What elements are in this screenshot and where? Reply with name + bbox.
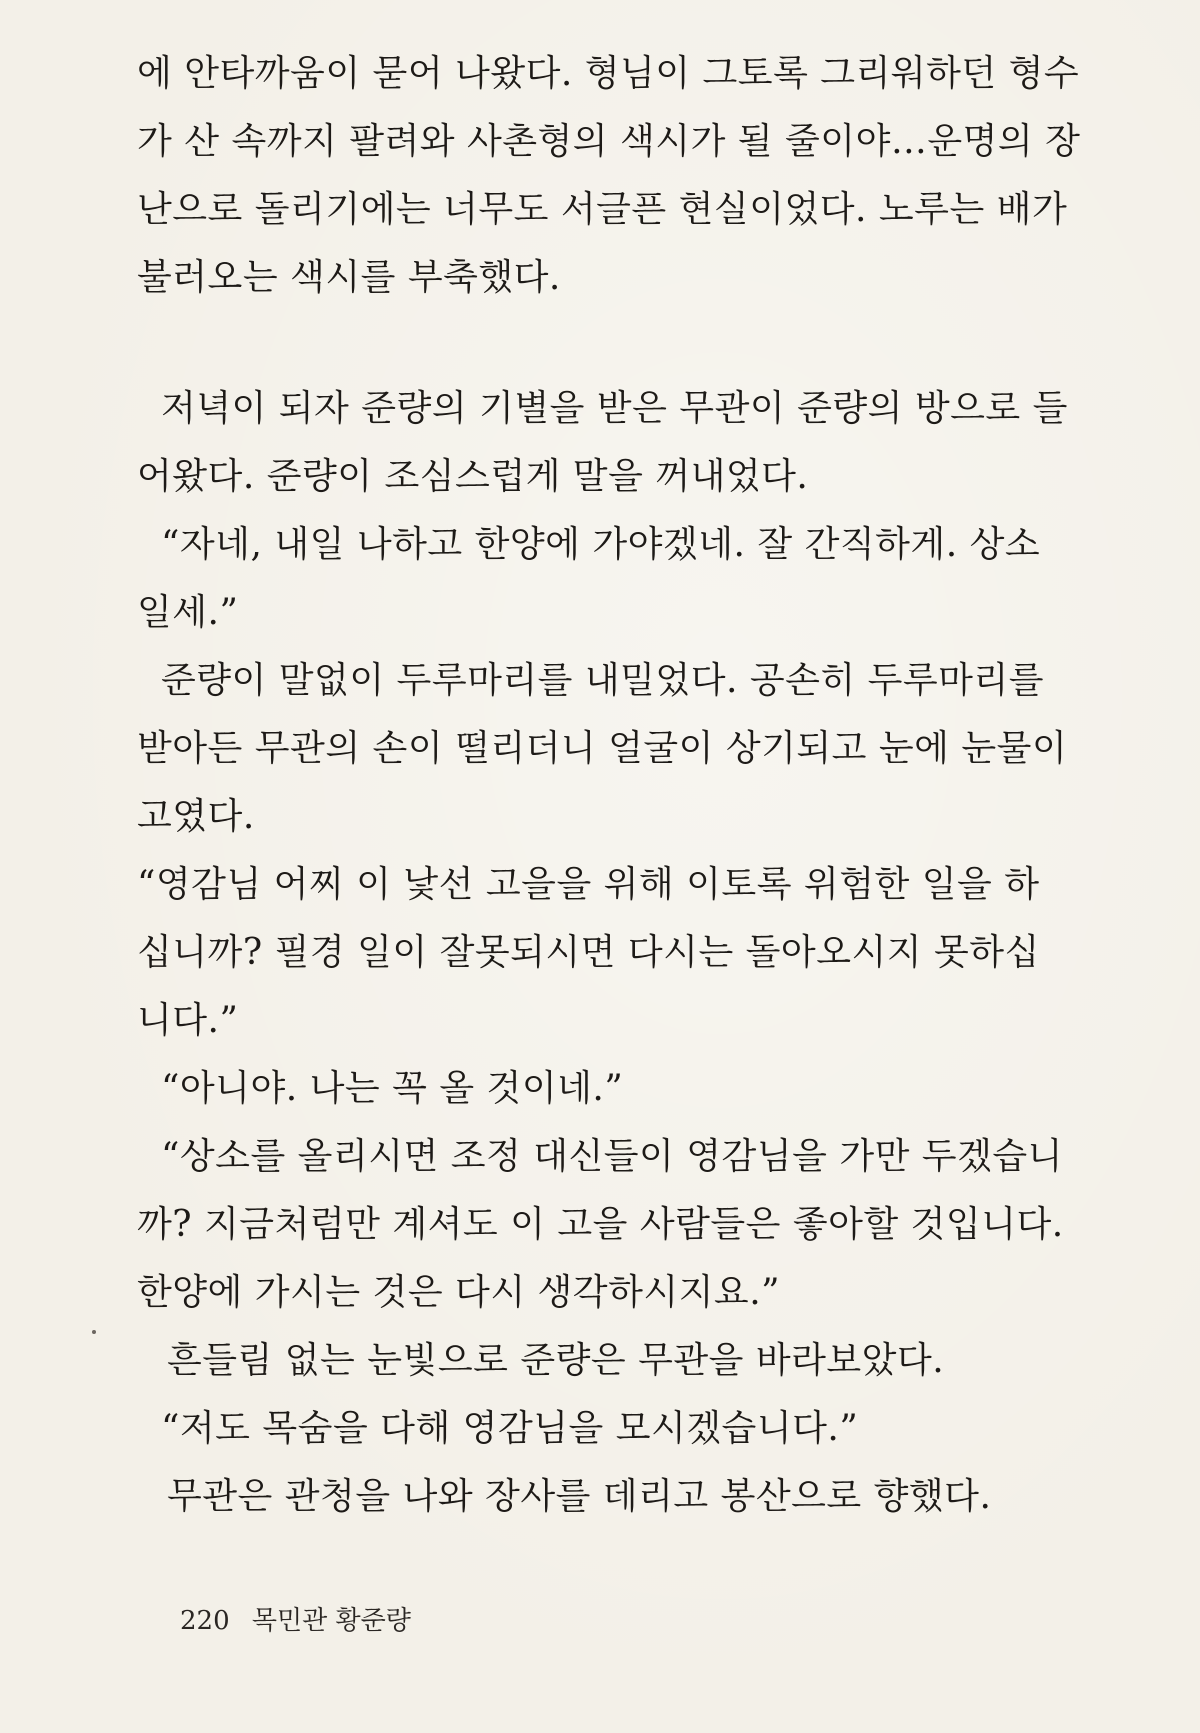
paragraph-8 [137,1327,1082,1395]
text-line: 니다.” [137,1000,239,1041]
body-text [137,40,1082,1531]
text-line: 받아든 무관의 손이 떨리더니 얼굴이 상기되고 눈에 눈물이 [137,728,1068,769]
text-line: “저도 목숨을 다해 영감님을 모시겠습니다.” [161,1408,859,1449]
paragraph-4 [137,647,1082,851]
text-line: 저녁이 되자 준량의 기별을 받은 무관이 준량의 방으로 들 [161,388,1068,429]
text-line: “자네, 내일 나하고 한양에 가야겠네. 잘 간직하게. 상소 [161,524,1041,565]
text-line: 불러오는 색시를 부축했다. [137,257,561,298]
paragraph-1 [137,40,1082,312]
paragraph-3 [137,511,1082,647]
text-line: 준량이 말없이 두루마리를 내밀었다. 공손히 두루마리를 [161,660,1045,701]
text-line: 십니까? 필경 일이 잘못되시면 다시는 돌아오시지 못하십 [137,932,1040,973]
text-line: 가 산 속까지 팔려와 사촌형의 색시가 될 줄이야…운명의 장 [137,121,1081,162]
paragraph-2 [137,375,1082,511]
text-line: “상소를 올리시면 조정 대신들이 영감님을 가만 두겠습니 [161,1136,1063,1177]
text-line: 에 안타까움이 묻어 나왔다. 형님이 그토록 그리워하던 형수 [137,53,1080,94]
text-line: 고였다. [137,796,255,837]
text-line: 어왔다. 준량이 조심스럽게 말을 꺼내었다. [137,456,809,497]
paragraph-7 [137,1123,1082,1327]
text-line: 흔들림 없는 눈빛으로 준량은 무관을 바라보았다. [167,1340,945,1381]
text-line: 난으로 돌리기에는 너무도 서글픈 현실이었다. 노루는 배가 [137,189,1068,230]
paper-speck [92,1330,96,1334]
text-line: 무관은 관청을 나와 장사를 데리고 봉산으로 향했다. [167,1476,992,1517]
page-number: 220 [180,1606,230,1636]
text-line: 한양에 가시는 것은 다시 생각하시지요.” [137,1272,781,1313]
paragraph-6 [137,1055,1082,1123]
text-line: “아니야. 나는 꼭 올 것이네.” [161,1068,624,1109]
text-line: “영감님 어찌 이 낯선 고을을 위해 이토록 위험한 일을 하 [137,864,1040,905]
page-footer [180,1604,411,1638]
text-line: 까? 지금처럼만 계셔도 이 고을 사람들은 좋아할 것입니다. [137,1204,1064,1245]
paragraph-5 [137,851,1082,1055]
paragraph-10 [137,1463,1082,1531]
running-title: 목민관 황준량 [251,1606,411,1636]
paragraph-9 [137,1395,1082,1463]
text-line: 일세.” [137,592,239,633]
